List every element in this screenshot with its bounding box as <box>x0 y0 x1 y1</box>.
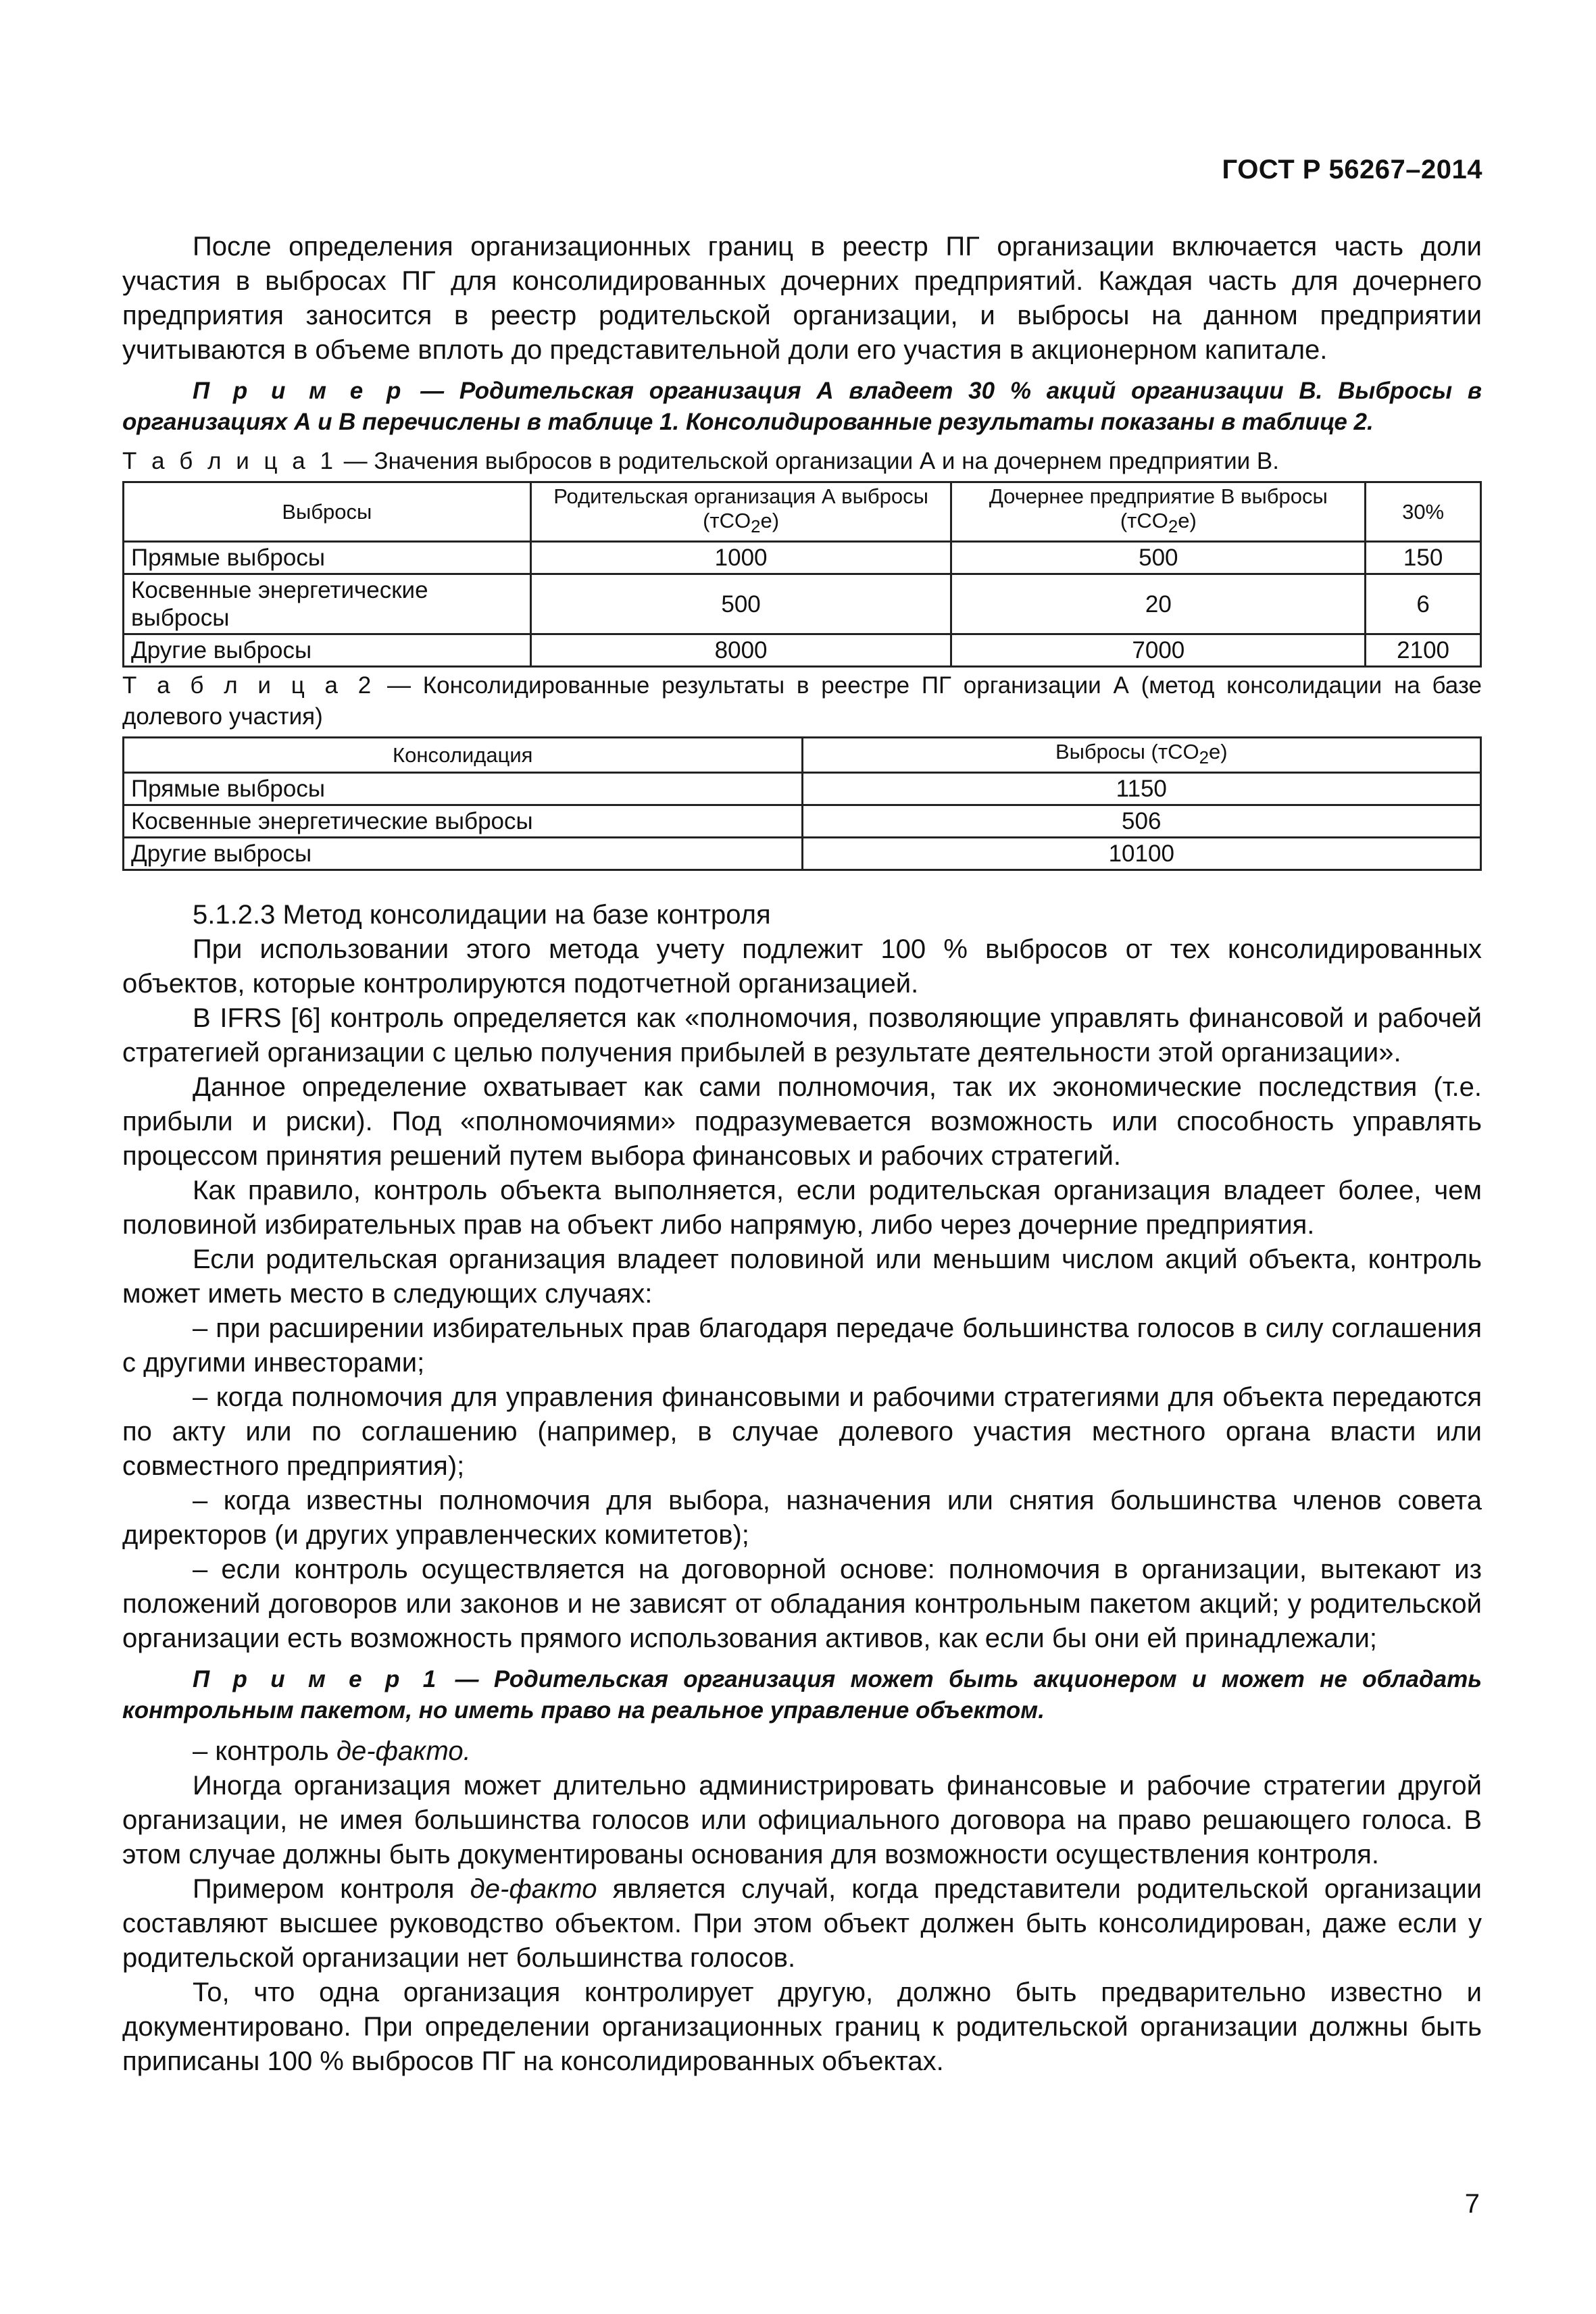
table-header-cell: Дочернее предприятие В выбросы (тCO$_2$e) <box>951 482 1366 542</box>
table-header-cell: 30% <box>1366 482 1481 542</box>
paragraph: Примером контроля де-факто является случай, когда представители родительской организации составляют высшее руководство объектом. При этом объект должен быть консолидирован, даже если у родительской организации нет большинства голосов. <box>122 1874 1482 1973</box>
table1-caption: Т а б л и ц а 1 — Значения выбросов в родительской организации А и на дочернем предприятии В. <box>122 448 1279 474</box>
table-cell: 500 <box>530 574 951 634</box>
table-cell: Другие выбросы <box>124 838 803 870</box>
table-cell: 8000 <box>530 634 951 667</box>
table-cell: 20 <box>951 574 1366 634</box>
table-cell: Косвенные энергетические выбросы <box>124 805 803 838</box>
example-note-1 <box>122 1664 1482 1726</box>
section-heading: 5.1.2.3 Метод консолидации на базе контроля <box>193 900 771 930</box>
table-header-cell: Родительская организация А выбросы (тCO$_2$e) <box>530 482 951 542</box>
table-cell: 6 <box>1366 574 1481 634</box>
consolidation-table <box>122 736 1482 871</box>
page-content <box>122 230 1482 2079</box>
example-text: — Родительская организация А владеет 30 % акций организации В. Выбросы в организациях А и В перечислены в таблице 1. Консолидированные результаты показаны в таблице 2. <box>122 378 1482 435</box>
table-cell: 506 <box>802 805 1481 838</box>
example-label: П р и м е р 1 <box>193 1666 441 1693</box>
paragraph: То, что одна организация контролирует другую, должно быть предварительно известно и документировано. При определении организационных границ к родительской организации должны быть приписаны 100 % выбросов ПГ на консолидированных объектах. <box>122 1978 1482 2077</box>
table-cell: 2100 <box>1366 634 1481 667</box>
table-row <box>124 838 1481 870</box>
table-row <box>124 542 1481 574</box>
table-row <box>124 634 1481 667</box>
table-cell: 150 <box>1366 542 1481 574</box>
paragraph: Данное определение охватывает как сами полномочия, так их экономические последствия (т.е. прибыли и риски). Под «полномочиями» подразумевается возможность или способность управлять процессом принятия решений путем выбора финансовых и рабочих стратегий. <box>122 1072 1482 1172</box>
example-text: — Родительская организация может быть акционером и может не обладать контрольным пакетом, но иметь право на реальное управление объектом. <box>122 1666 1482 1724</box>
paragraph: В IFRS [6] контроль определяется как «полномочия, позволяющие управлять финансовой и рабочей стратегией организации с целью получения прибылей в результате деятельности этой организации». <box>122 1003 1482 1068</box>
table-cell: 1150 <box>802 773 1481 805</box>
table-row <box>124 773 1481 805</box>
paragraph: Как правило, контроль объекта выполняется, если родительская организация владеет более, чем половиной избирательных прав на объект либо напрямую, либо через дочерние предприятия. <box>122 1176 1482 1240</box>
document-code-header: ГОСТ Р 56267–2014 <box>1222 155 1482 184</box>
paragraph: Если родительская организация владеет половиной или меньшим числом акций объекта, контроль может иметь место в следующих случаях: <box>122 1244 1482 1309</box>
table-header-row <box>124 482 1481 542</box>
table-cell: Косвенные энергетические выбросы <box>124 574 531 634</box>
table2-caption: Т а б л и ц а 2 — Консолидированные результаты в реестре ПГ организации А (метод консолидации на базе долевого участия) <box>122 672 1482 730</box>
paragraph-intro: После определения организационных границ в реестр ПГ организации включается часть доли участия в выбросах ПГ для консолидированных дочерних предприятий. Каждая часть для дочернего предприятия заносится в реестр родительской организации, и выбросы на данном предприятии учитываются в объеме вплоть до представительной доли его участия в акционерном капитале. <box>122 232 1482 365</box>
table-header-cell: Выбросы (тCO$_2$e) <box>802 738 1481 773</box>
table-cell: 7000 <box>951 634 1366 667</box>
table-cell: Другие выбросы <box>124 634 531 667</box>
list-item: – когда известны полномочия для выбора, назначения или снятия большинства членов совета директоров (и других управленческих комитетов); <box>122 1486 1482 1551</box>
list-item: – при расширении избирательных прав благодаря передаче большинства голосов в силу соглашения с другими инвесторами; <box>122 1313 1482 1378</box>
table-cell: Прямые выбросы <box>124 542 531 574</box>
table-cell: Прямые выбросы <box>124 773 803 805</box>
table-row <box>124 805 1481 838</box>
page-number: 7 <box>1464 2189 1480 2219</box>
table-header-cell: Консолидация <box>124 738 803 773</box>
table-header-cell: Выбросы <box>124 482 531 542</box>
table-header-row <box>124 738 1481 773</box>
example-note <box>122 376 1482 438</box>
table-cell: 1000 <box>530 542 951 574</box>
table-cell: 10100 <box>802 838 1481 870</box>
table-cell: 500 <box>951 542 1366 574</box>
list-item: – контроль де-факто. <box>193 1736 471 1767</box>
list-item: – когда полномочия для управления финансовыми и рабочими стратегиями для объекта передаются по акту или по соглашению (например, в случае долевого участия местного органа власти или совместного предприятия); <box>122 1382 1482 1482</box>
paragraph: Иногда организация может длительно администрировать финансовые и рабочие стратегии другой организации, не имея большинства голосов или официального договора на право решающего голоса. В этом случае должны быть документированы основания для возможности осуществления контроля. <box>122 1771 1482 1870</box>
table-row <box>124 574 1481 634</box>
emissions-table <box>122 481 1482 668</box>
list-item: – если контроль осуществляется на договорной основе: полномочия в организации, вытекают из положений договоров или законов и не зависят от обладания контрольным пакетом акций; у родительской организации есть возможность прямого использования активов, как если бы они ей принадлежали; <box>122 1555 1482 1654</box>
example-label: П р и м е р <box>193 378 405 404</box>
paragraph: При использовании этого метода учету подлежит 100 % выбросов от тех консолидированных объектов, которые контролируются подотчетной организацией. <box>122 934 1482 999</box>
